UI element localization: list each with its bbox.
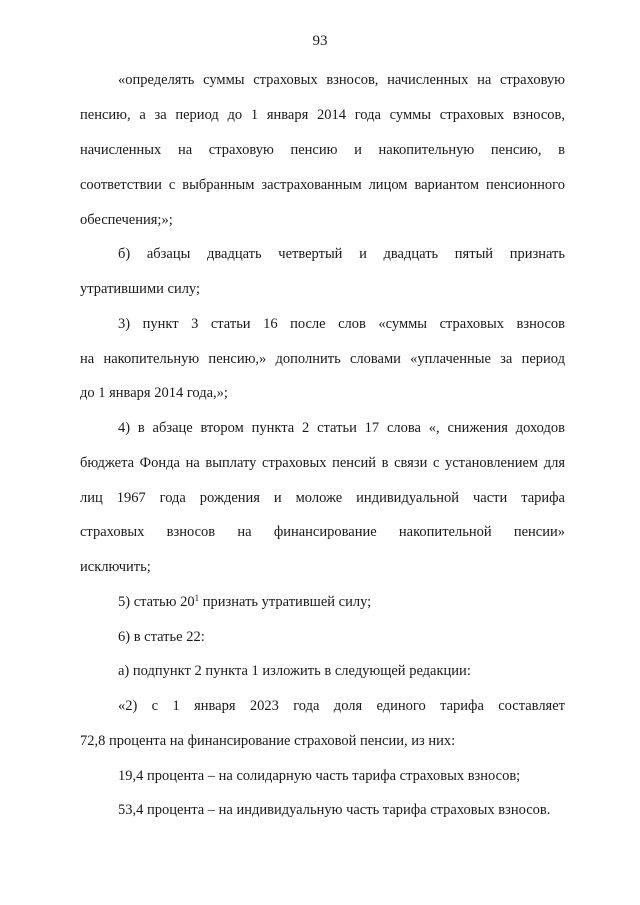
text-line: исключить; <box>80 559 151 575</box>
text-line: б) абзацы двадцать четвертый и двадцать пятый признать <box>118 246 565 262</box>
page-number: 93 <box>312 33 328 49</box>
text-line: 72,8 процента на финансирование страховой пенсии, из них: <box>80 733 456 749</box>
text-line: а) подпункт 2 пункта 1 изложить в следующей редакции: <box>118 663 471 679</box>
text-line <box>118 592 565 612</box>
text-line: «2) с 1 января 2023 года доля единого тарифа составляет <box>118 698 565 714</box>
text-line: пенсию, а за период до 1 января 2014 года суммы страховых взносов, <box>80 107 565 123</box>
text-line: 53,4 процента – на индивидуальную часть тарифа страховых взносов. <box>118 802 551 818</box>
text-line: лиц 1967 года рождения и моложе индивидуальной части тарифа <box>80 490 565 506</box>
text-line: 3) пункт 3 статьи 16 после слов «суммы страховых взносов <box>118 316 565 332</box>
text-line: обеспечения;»; <box>80 212 173 228</box>
text-line: до 1 января 2014 года,»; <box>80 385 228 401</box>
text-line: «определять суммы страховых взносов, начисленных на страховую <box>118 72 565 88</box>
text-line: 6) в статье 22: <box>118 629 205 645</box>
text-line: бюджета Фонда на выплату страховых пенсий в связи с установлением для <box>80 455 565 471</box>
text-line: 19,4 процента – на солидарную часть тарифа страховых взносов; <box>118 768 521 784</box>
text-line: страховых взносов на финансирование накопительной пенсии» <box>80 524 565 540</box>
text-line: соответствии с выбранным застрахованным лицом вариантом пенсионного <box>80 177 565 193</box>
superscript: 1 <box>194 593 200 603</box>
text-line: утратившими силу; <box>80 281 201 297</box>
text-line: начисленных на страховую пенсию и накопительную пенсию, в <box>80 142 565 158</box>
text-line: на накопительную пенсию,» дополнить словами «уплаченные за период <box>80 351 565 367</box>
text-fragment: признать утратившей силу; <box>199 594 372 610</box>
text-fragment: 5) статью 20 <box>118 594 195 610</box>
text-line: 4) в абзаце втором пункта 2 статьи 17 слова «, снижения доходов <box>118 420 565 436</box>
